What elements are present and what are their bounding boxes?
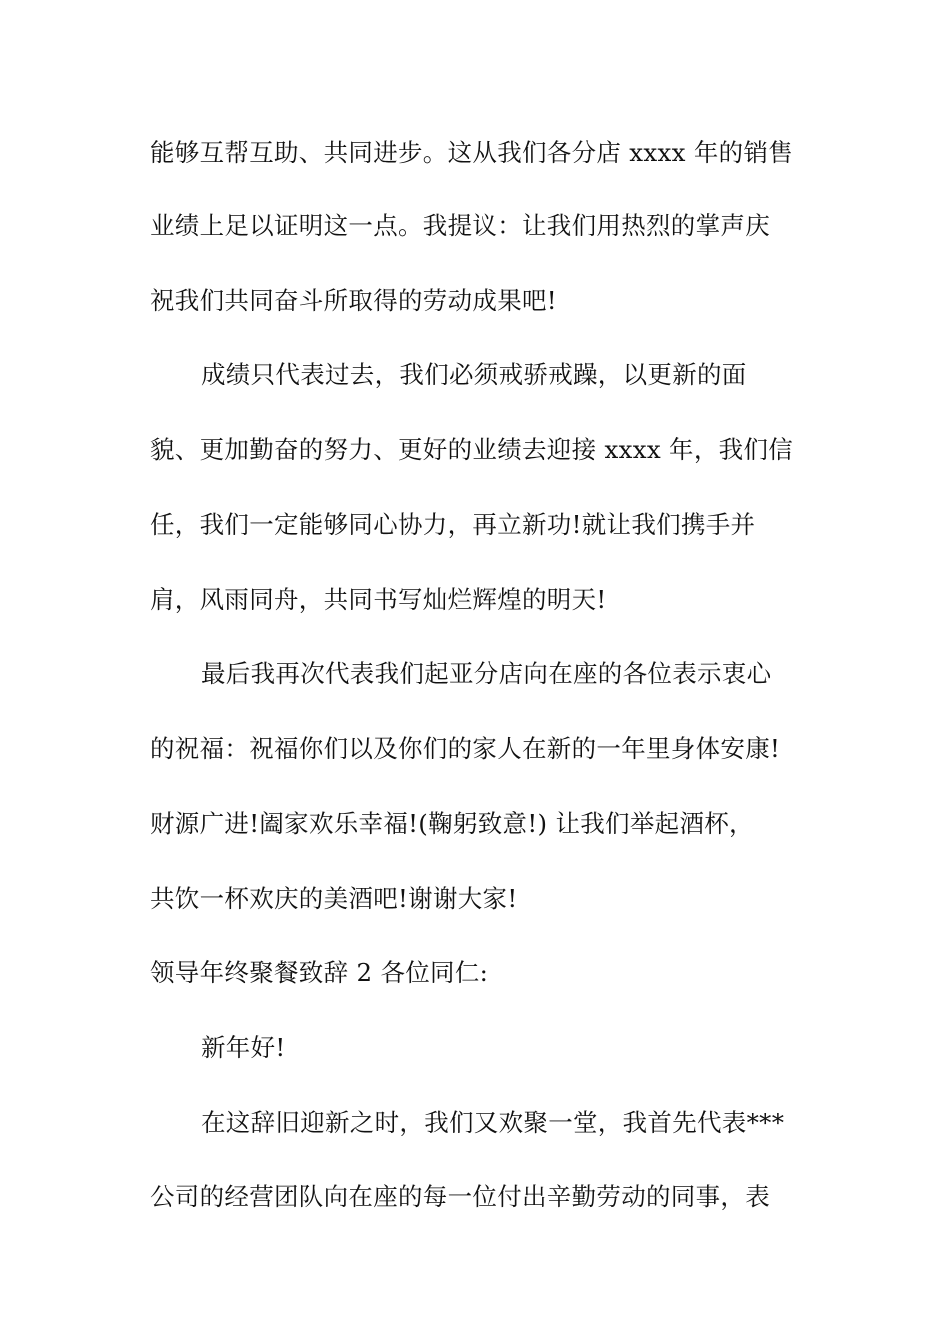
paragraph-start: 在这辞旧迎新之时，我们又欢聚一堂，我首先代表*** (201, 1108, 785, 1137)
text-line: 的祝福：祝福你们以及你们的家人在新的一年里身体安康! (150, 734, 781, 763)
text-line: 共饮一杯欢庆的美酒吧!谢谢大家! (150, 884, 518, 913)
text-line: 祝我们共同奋斗所取得的劳动成果吧! (150, 286, 557, 315)
text-line: 财源广进!阖家欢乐幸福!(鞠躬致意!) 让我们举起酒杯， (150, 809, 754, 838)
text-line: 能够互帮互助、共同进步。这从我们各分店 xxxx 年的销售 (150, 138, 794, 167)
paragraph-start: 成绩只代表过去，我们必须戒骄戒躁，以更新的面 (201, 360, 747, 389)
paragraph-start: 最后我再次代表我们起亚分店向在座的各位表示衷心 (201, 659, 772, 688)
section-heading: 领导年终聚餐致辞 2 各位同仁: (150, 958, 489, 987)
text-line: 业绩上足以证明这一点。我提议：让我们用热烈的掌声庆 (150, 211, 770, 240)
text-line: 貌、更加勤奋的努力、更好的业绩去迎接 xxxx 年，我们信 (150, 435, 794, 464)
text-line: 任，我们一定能够同心协力，再立新功!就让我们携手并 (150, 510, 756, 539)
greeting: 新年好! (201, 1033, 286, 1062)
text-line: 肩，风雨同舟，共同书写灿烂辉煌的明天! (150, 585, 607, 614)
text-line: 公司的经营团队向在座的每一位付出辛勤劳动的同事，表 (150, 1182, 770, 1211)
